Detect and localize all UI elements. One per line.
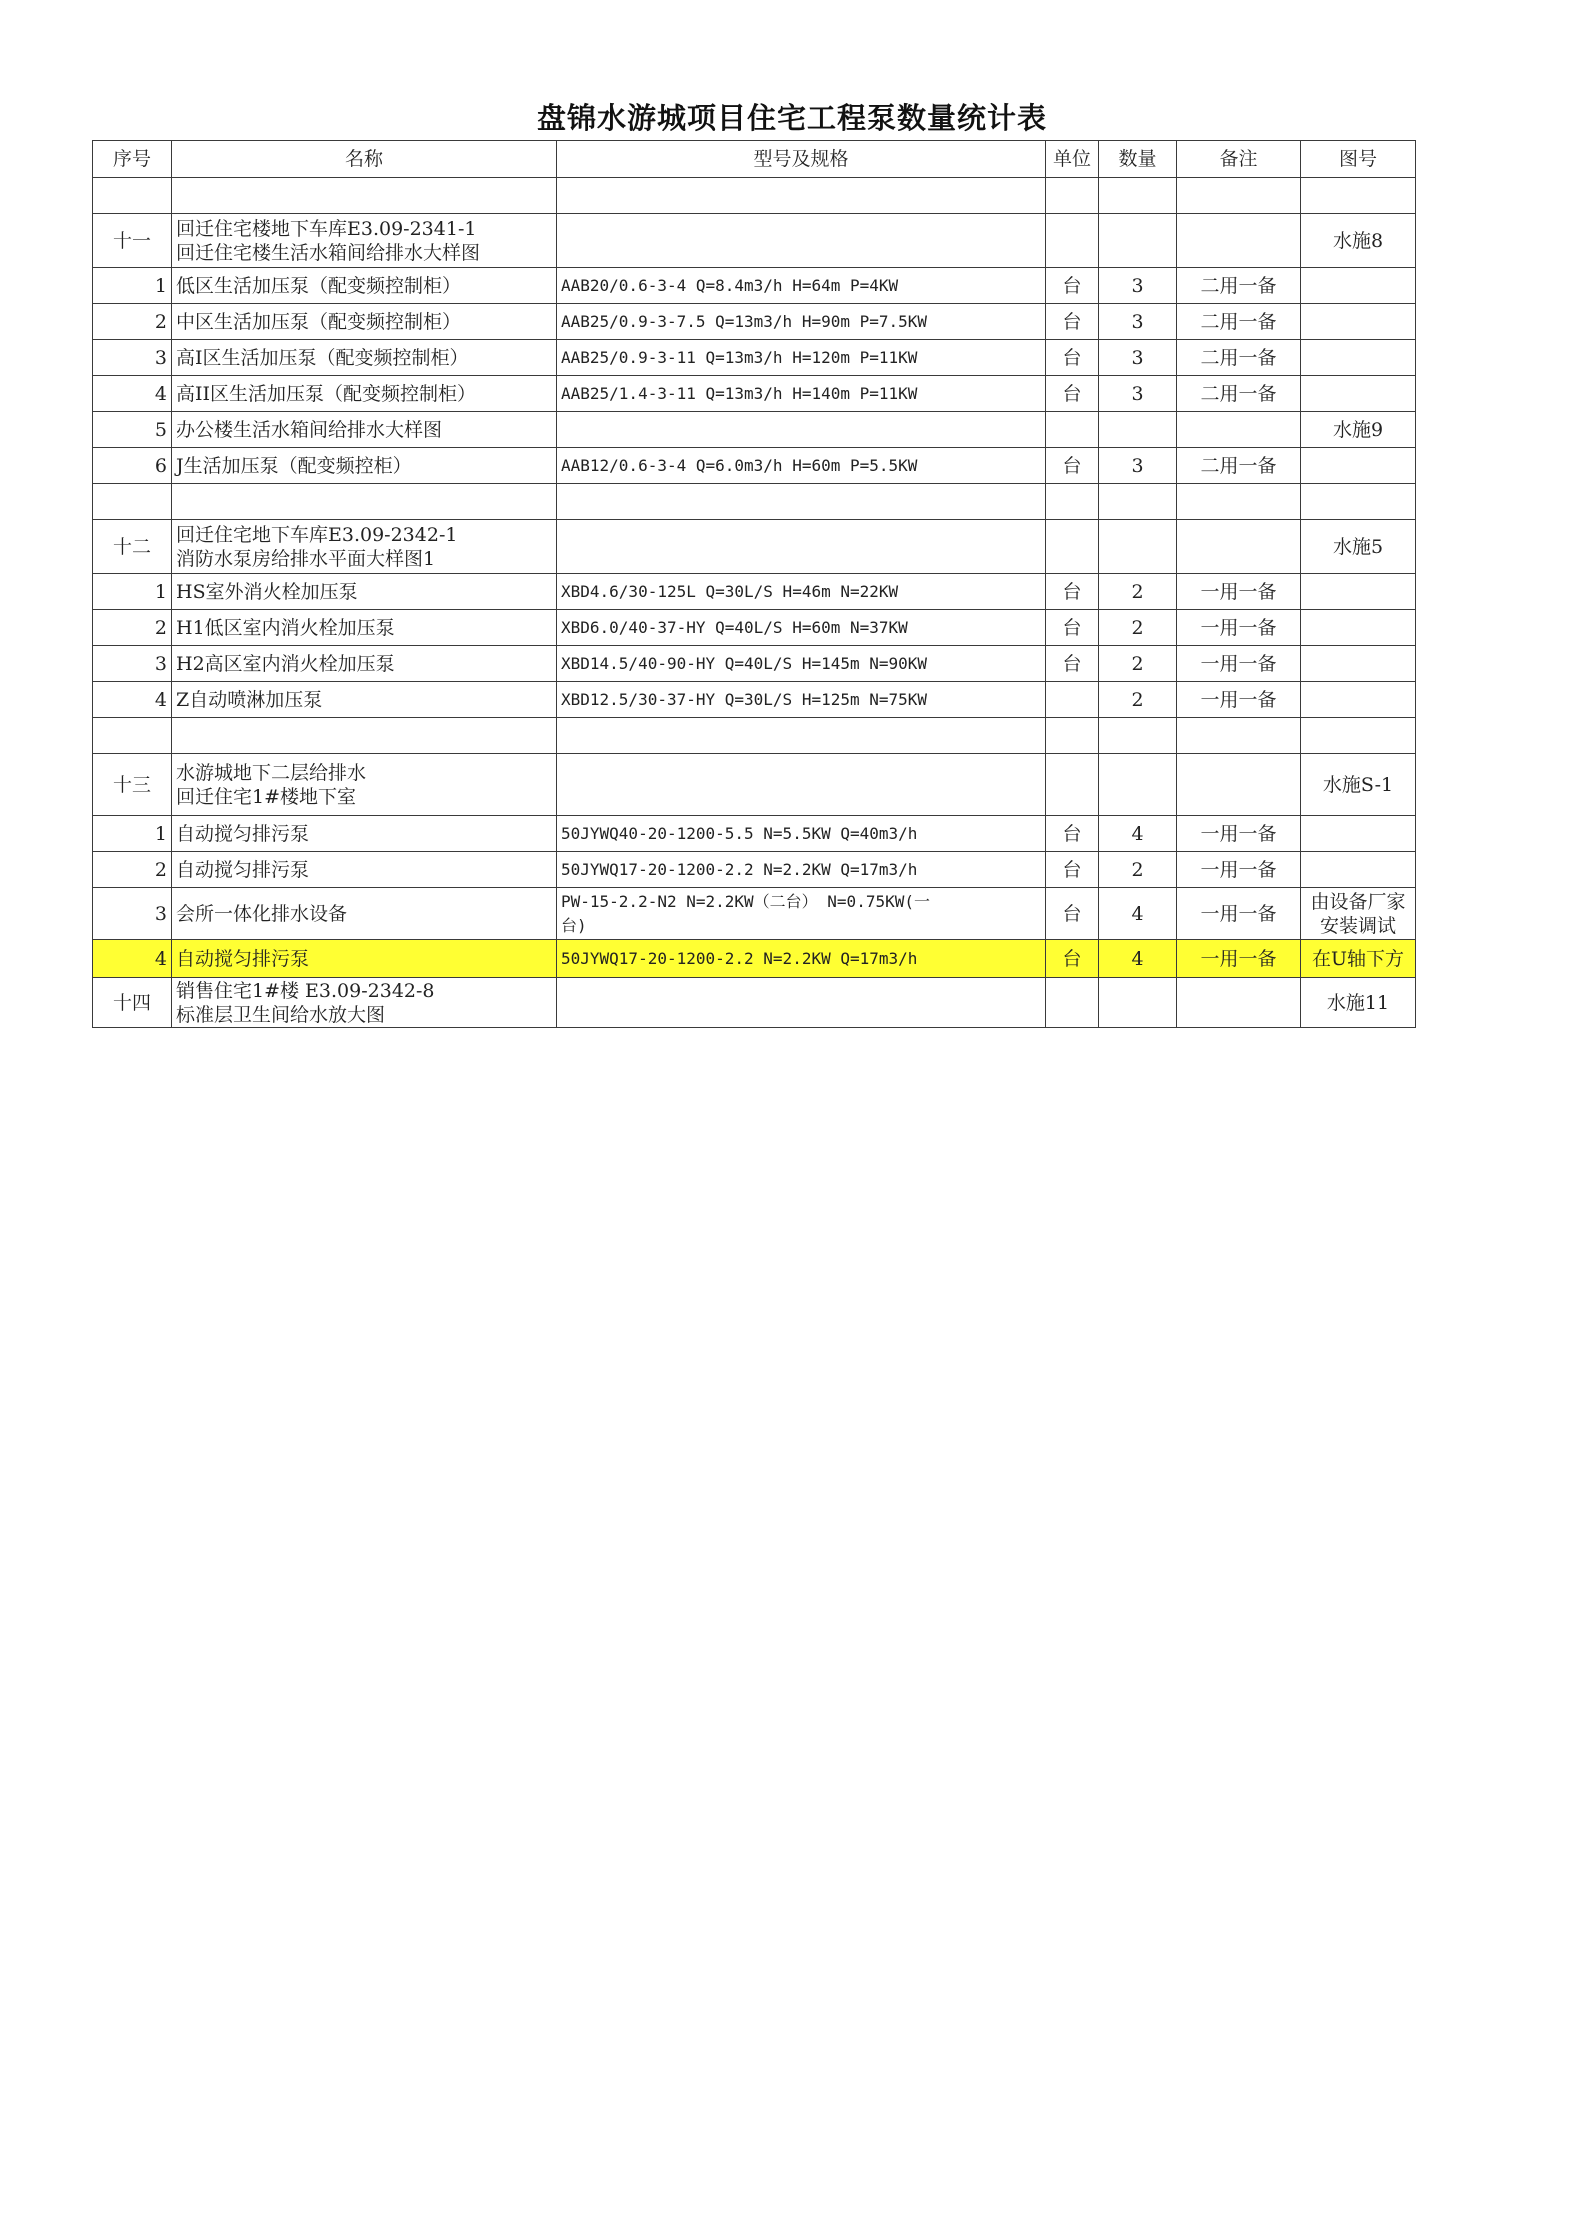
spec-cell: AAB12/0.6-3-4 Q=6.0m3/h H=60m P=5.5KW (557, 448, 1046, 484)
drawing-cell (1301, 646, 1416, 682)
name-cell: 办公楼生活水箱间给排水大样图 (172, 412, 557, 448)
seq-cell: 2 (93, 610, 172, 646)
spec-cell: XBD4.6/30-125L Q=30L/S H=46m N=22KW (557, 574, 1046, 610)
note-cell (1177, 754, 1301, 816)
qty-cell (1099, 754, 1177, 816)
empty-cell (1177, 178, 1301, 214)
section-row (93, 754, 1416, 816)
empty-cell (1301, 178, 1416, 214)
name-cell: 高I区生活加压泵（配变频控制柜） (172, 340, 557, 376)
empty-cell (1099, 484, 1177, 520)
table-row (93, 268, 1416, 304)
name-cell-line: 销售住宅1#楼 E3.09-2342-8 (176, 979, 435, 1002)
drawing-cell (1301, 610, 1416, 646)
table-row (93, 448, 1416, 484)
header-name: 名称 (172, 141, 557, 178)
unit-cell (1046, 412, 1099, 448)
seq-cell: 2 (93, 304, 172, 340)
unit-cell: 台 (1046, 340, 1099, 376)
note-cell (1177, 978, 1301, 1028)
spec-cell (557, 412, 1046, 448)
note-cell: 二用一备 (1177, 448, 1301, 484)
qty-cell (1099, 412, 1177, 448)
empty-cell (1046, 484, 1099, 520)
seq-cell: 3 (93, 888, 172, 940)
qty-cell (1099, 214, 1177, 268)
blank-row (93, 484, 1416, 520)
page-title: 盘锦水游城项目住宅工程泵数量统计表 (536, 101, 1047, 135)
drawing-cell-line: 由设备厂家 (1310, 890, 1406, 913)
drawing-cell (1301, 852, 1416, 888)
note-cell (1177, 520, 1301, 574)
qty-cell: 2 (1099, 852, 1177, 888)
seq-cell: 4 (93, 376, 172, 412)
seq-cell: 3 (93, 340, 172, 376)
drawing-cell-line: 安装调试 (1319, 914, 1396, 937)
qty-cell: 3 (1099, 448, 1177, 484)
spec-cell: 50JYWQ17-20-1200-2.2 N=2.2KW Q=17m3/h (557, 852, 1046, 888)
empty-cell (557, 484, 1046, 520)
spec-cell: 50JYWQ17-20-1200-2.2 N=2.2KW Q=17m3/h (557, 940, 1046, 978)
drawing-cell: 水施9 (1301, 412, 1416, 448)
seq-cell: 2 (93, 852, 172, 888)
qty-cell: 4 (1099, 816, 1177, 852)
name-cell-line: 水游城地下二层给排水 (176, 761, 367, 784)
note-cell (1177, 412, 1301, 448)
empty-cell (557, 718, 1046, 754)
note-cell: 一用一备 (1177, 610, 1301, 646)
seq-cell: 3 (93, 646, 172, 682)
table-row (93, 574, 1416, 610)
note-cell: 二用一备 (1177, 268, 1301, 304)
empty-cell (172, 178, 557, 214)
empty-cell (1046, 178, 1099, 214)
section-row (93, 978, 1416, 1028)
qty-cell: 3 (1099, 376, 1177, 412)
spec-cell (557, 888, 1046, 940)
header-unit: 单位 (1046, 141, 1099, 178)
header-seq: 序号 (93, 141, 172, 178)
unit-cell: 台 (1046, 852, 1099, 888)
unit-cell (1046, 682, 1099, 718)
seq-cell: 4 (93, 940, 172, 978)
blank-row (93, 178, 1416, 214)
empty-cell (1301, 718, 1416, 754)
empty-cell (557, 178, 1046, 214)
spec-cell-line: PW-15-2.2-N2 N=2.2KW（二台） N=0.75KW(一 (561, 891, 930, 911)
unit-cell: 台 (1046, 888, 1099, 940)
spec-cell: AAB25/0.9-3-7.5 Q=13m3/h H=90m P=7.5KW (557, 304, 1046, 340)
name-cell (172, 978, 557, 1028)
name-cell: Z自动喷淋加压泵 (172, 682, 557, 718)
spec-cell-line: 台) (561, 915, 587, 935)
drawing-cell (1301, 816, 1416, 852)
qty-cell: 4 (1099, 940, 1177, 978)
name-cell-line: 消防水泵房给排水平面大样图1 (176, 547, 436, 570)
unit-cell: 台 (1046, 448, 1099, 484)
section-row (93, 520, 1416, 574)
name-cell: HS室外消火栓加压泵 (172, 574, 557, 610)
name-cell: 会所一体化排水设备 (172, 888, 557, 940)
seq-cell: 十二 (93, 520, 172, 574)
table-row (93, 682, 1416, 718)
name-cell: 自动搅匀排污泵 (172, 940, 557, 978)
seq-cell: 十一 (93, 214, 172, 268)
note-cell: 一用一备 (1177, 646, 1301, 682)
name-cell-line: 回迁住宅楼生活水箱间给排水大样图 (176, 241, 481, 264)
empty-cell (1099, 178, 1177, 214)
table-row (93, 816, 1416, 852)
table-row (93, 940, 1416, 978)
drawing-cell (1301, 682, 1416, 718)
note-cell: 一用一备 (1177, 888, 1301, 940)
pump-table (92, 140, 1416, 1028)
name-cell (172, 520, 557, 574)
spec-cell: AAB20/0.6-3-4 Q=8.4m3/h H=64m P=4KW (557, 268, 1046, 304)
header-note: 备注 (1177, 141, 1301, 178)
seq-cell: 1 (93, 574, 172, 610)
table-row (93, 340, 1416, 376)
name-cell: J生活加压泵（配变频控柜） (172, 448, 557, 484)
name-cell: H2高区室内消火栓加压泵 (172, 646, 557, 682)
header-spec: 型号及规格 (557, 141, 1046, 178)
empty-cell (1177, 718, 1301, 754)
spec-cell: AAB25/0.9-3-11 Q=13m3/h H=120m P=11KW (557, 340, 1046, 376)
qty-cell: 3 (1099, 304, 1177, 340)
qty-cell: 2 (1099, 646, 1177, 682)
name-cell: 中区生活加压泵（配变频控制柜） (172, 304, 557, 340)
seq-cell: 1 (93, 816, 172, 852)
empty-cell (172, 718, 557, 754)
unit-cell (1046, 520, 1099, 574)
unit-cell: 台 (1046, 268, 1099, 304)
unit-cell: 台 (1046, 574, 1099, 610)
unit-cell (1046, 754, 1099, 816)
seq-cell: 十四 (93, 978, 172, 1028)
header-row (93, 141, 1416, 178)
qty-cell (1099, 520, 1177, 574)
name-cell: 自动搅匀排污泵 (172, 852, 557, 888)
table-row (93, 646, 1416, 682)
table-row (93, 376, 1416, 412)
drawing-cell (1301, 574, 1416, 610)
note-cell: 一用一备 (1177, 816, 1301, 852)
note-cell: 二用一备 (1177, 376, 1301, 412)
drawing-cell (1301, 268, 1416, 304)
name-cell-line: 回迁住宅楼地下车库E3.09-2341-1 (176, 217, 477, 240)
name-cell: 高II区生活加压泵（配变频控制柜） (172, 376, 557, 412)
empty-cell (93, 178, 172, 214)
qty-cell: 4 (1099, 888, 1177, 940)
name-cell: H1低区室内消火栓加压泵 (172, 610, 557, 646)
unit-cell: 台 (1046, 376, 1099, 412)
qty-cell: 2 (1099, 574, 1177, 610)
unit-cell: 台 (1046, 610, 1099, 646)
note-cell: 一用一备 (1177, 682, 1301, 718)
unit-cell (1046, 214, 1099, 268)
table-row (93, 852, 1416, 888)
empty-cell (1301, 484, 1416, 520)
drawing-cell (1301, 448, 1416, 484)
drawing-cell: 在U轴下方 (1301, 940, 1416, 978)
spec-cell: XBD6.0/40-37-HY Q=40L/S H=60m N=37KW (557, 610, 1046, 646)
spec-cell (557, 754, 1046, 816)
drawing-cell (1301, 376, 1416, 412)
table-row (93, 412, 1416, 448)
name-cell: 低区生活加压泵（配变频控制柜） (172, 268, 557, 304)
name-cell-line: 回迁住宅地下车库E3.09-2342-1 (176, 523, 458, 546)
drawing-cell (1301, 304, 1416, 340)
header-drawing: 图号 (1301, 141, 1416, 178)
empty-cell (93, 484, 172, 520)
drawing-cell: 水施S-1 (1301, 754, 1416, 816)
note-cell: 一用一备 (1177, 852, 1301, 888)
table-row (93, 304, 1416, 340)
spec-cell: 50JYWQ40-20-1200-5.5 N=5.5KW Q=40m3/h (557, 816, 1046, 852)
section-row (93, 214, 1416, 268)
qty-cell: 3 (1099, 340, 1177, 376)
seq-cell: 5 (93, 412, 172, 448)
drawing-cell: 水施5 (1301, 520, 1416, 574)
qty-cell: 2 (1099, 610, 1177, 646)
unit-cell: 台 (1046, 816, 1099, 852)
qty-cell (1099, 978, 1177, 1028)
name-cell-line: 回迁住宅1#楼地下室 (176, 785, 357, 808)
unit-cell (1046, 978, 1099, 1028)
table-row (93, 888, 1416, 940)
header-qty: 数量 (1099, 141, 1177, 178)
unit-cell: 台 (1046, 940, 1099, 978)
spec-cell: XBD12.5/30-37-HY Q=30L/S H=125m N=75KW (557, 682, 1046, 718)
seq-cell: 1 (93, 268, 172, 304)
spec-cell (557, 214, 1046, 268)
seq-cell: 十三 (93, 754, 172, 816)
spec-cell (557, 520, 1046, 574)
drawing-cell (1301, 340, 1416, 376)
seq-cell: 4 (93, 682, 172, 718)
name-cell (172, 754, 557, 816)
empty-cell (1177, 484, 1301, 520)
note-cell: 一用一备 (1177, 940, 1301, 978)
drawing-cell: 水施11 (1301, 978, 1416, 1028)
spec-cell (557, 978, 1046, 1028)
unit-cell: 台 (1046, 646, 1099, 682)
drawing-cell: 水施8 (1301, 214, 1416, 268)
empty-cell (172, 484, 557, 520)
seq-cell: 6 (93, 448, 172, 484)
table-row (93, 610, 1416, 646)
drawing-cell (1301, 888, 1416, 940)
blank-row (93, 718, 1416, 754)
spec-cell: AAB25/1.4-3-11 Q=13m3/h H=140m P=11KW (557, 376, 1046, 412)
note-cell (1177, 214, 1301, 268)
spec-cell: XBD14.5/40-90-HY Q=40L/S H=145m N=90KW (557, 646, 1046, 682)
empty-cell (1046, 718, 1099, 754)
empty-cell (1099, 718, 1177, 754)
qty-cell: 3 (1099, 268, 1177, 304)
name-cell: 自动搅匀排污泵 (172, 816, 557, 852)
note-cell: 二用一备 (1177, 340, 1301, 376)
qty-cell: 2 (1099, 682, 1177, 718)
note-cell: 一用一备 (1177, 574, 1301, 610)
name-cell-line: 标准层卫生间给水放大图 (176, 1003, 386, 1026)
name-cell (172, 214, 557, 268)
note-cell: 二用一备 (1177, 304, 1301, 340)
unit-cell: 台 (1046, 304, 1099, 340)
empty-cell (93, 718, 172, 754)
